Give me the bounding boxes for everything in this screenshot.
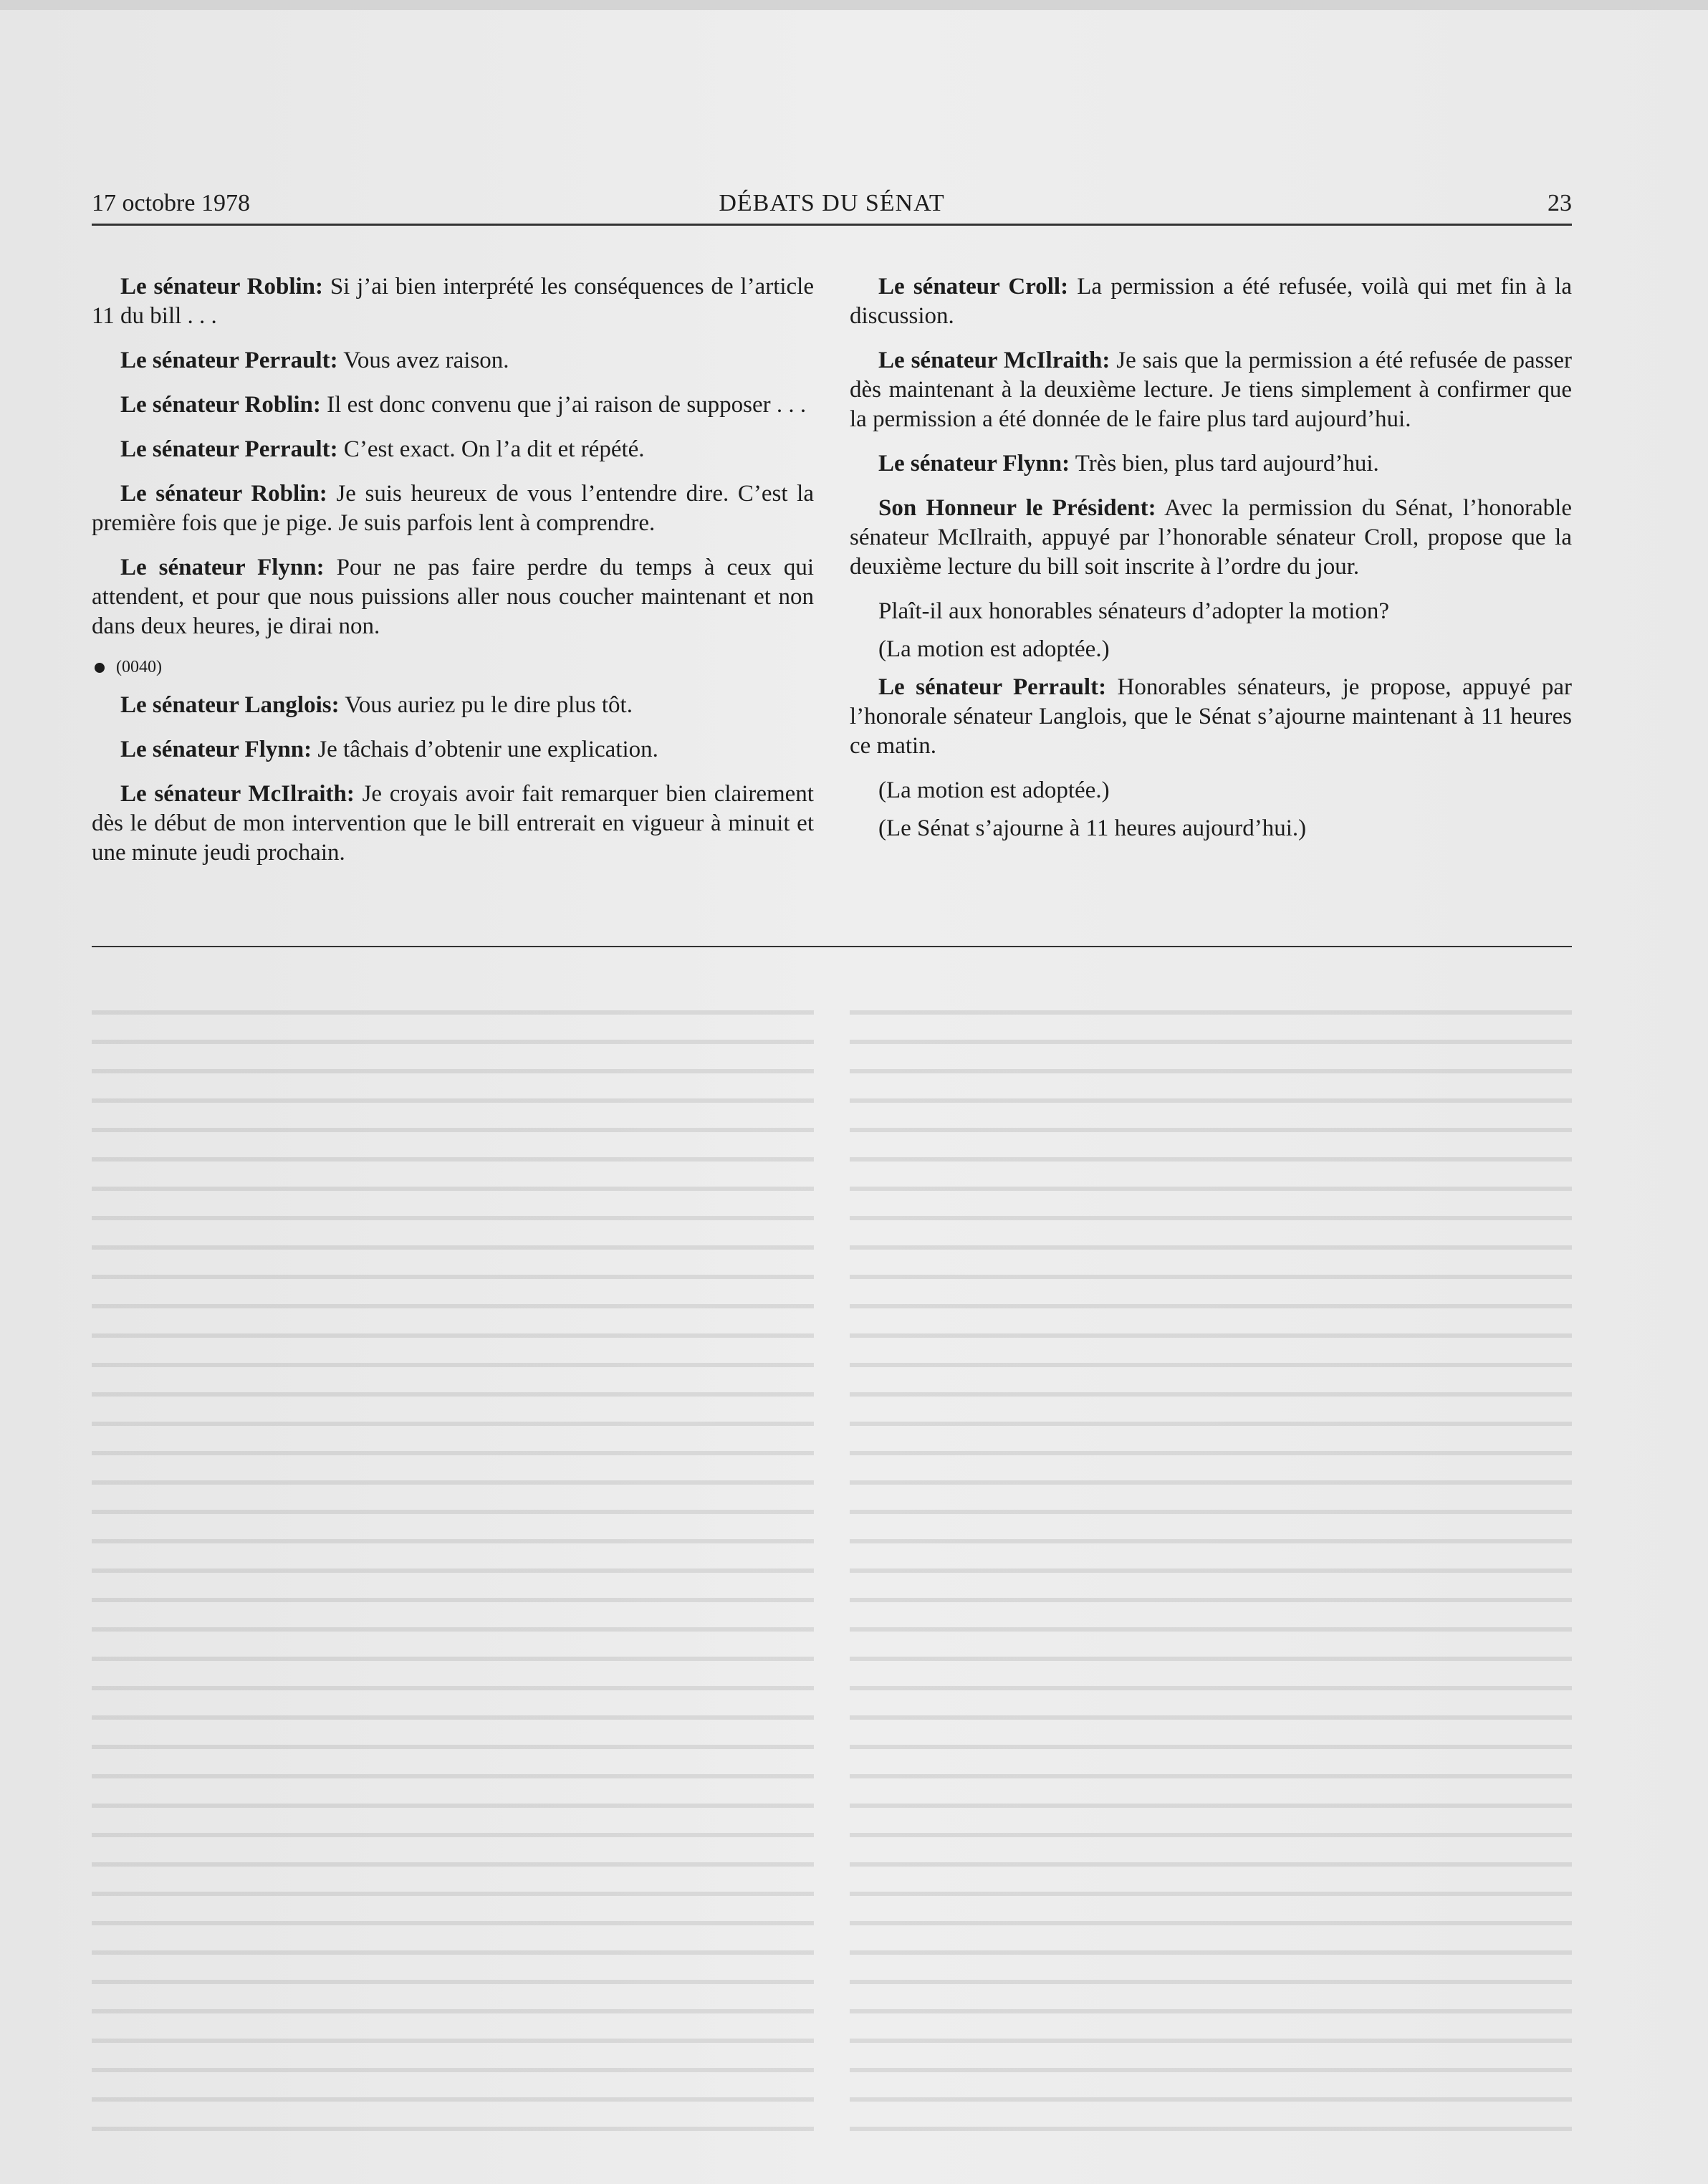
speaker-name: Le sénateur Flynn:	[120, 737, 312, 762]
speaker-name: Le sénateur Roblin:	[120, 274, 324, 300]
speech-paragraph	[850, 346, 1572, 434]
speech-text: La permission a été refusée, voilà qui met fin à la discussion.	[850, 274, 1572, 329]
speaker-name: Le sénateur Croll:	[878, 274, 1069, 300]
speaker-name: Le sénateur Flynn:	[878, 451, 1070, 476]
speech-paragraph	[92, 435, 814, 464]
speech-text: Je croyais avoir fait remarquer bien clairement dès le début de mon intervention que le bill entrerait en vigueur à minuit et une minute jeudi prochain.	[92, 781, 814, 866]
time-marker	[92, 656, 814, 678]
speech-paragraph	[92, 735, 814, 765]
header-title: DÉBATS DU SÉNAT	[719, 190, 945, 216]
speech-text: Il est donc convenu que j’ai raison de supposer . . .	[320, 392, 807, 418]
speech-paragraph	[92, 553, 814, 641]
speech-text: Honorables sénateurs, je propose, appuyé par l’honorale sénateur Langlois, que le Sénat s’ajourne maintenant à 11 heures ce matin.	[850, 674, 1572, 759]
plain-paragraph: Plaît-il aux honorables sénateurs d’adopter la motion?	[878, 598, 1389, 624]
speech-paragraph	[92, 780, 814, 868]
bullet-dot-icon	[95, 663, 105, 673]
header-rule	[92, 224, 1572, 226]
header-date: 17 octobre 1978	[92, 190, 250, 216]
speech-paragraph	[92, 391, 814, 420]
left-column	[92, 272, 814, 883]
speech-paragraph	[850, 449, 1572, 479]
page-top-edge	[0, 0, 1708, 10]
plain-paragraph: (Le Sénat s’ajourne à 11 heures aujourd’hui.)	[878, 815, 1307, 841]
speech-text: Si j’ai bien interprété les conséquences de l’article 11 du bill . . .	[92, 274, 814, 329]
speech-paragraph	[92, 691, 814, 720]
speech-paragraph	[92, 479, 814, 538]
speech-text: Vous auriez pu le dire plus tôt.	[339, 692, 633, 718]
speaker-name: Le sénateur Flynn:	[120, 555, 325, 580]
plain-paragraph: (La motion est adoptée.)	[878, 636, 1110, 662]
speaker-name: Son Honneur le Président:	[878, 495, 1156, 521]
speech-paragraph	[850, 673, 1572, 761]
page-number: 23	[1548, 190, 1572, 216]
running-header	[92, 188, 1572, 219]
speech-text: Je sais que la permission a été refusée de passer dès maintenant à la deuxième lecture. Je tiens simplement à confirmer que la permission a été donnée de le faire plus tard aujourd’hui.	[850, 348, 1573, 432]
time-marker-text: (0040)	[116, 658, 162, 676]
bleed-through-texture	[92, 989, 1572, 2150]
speech-text: C’est exact. On l’a dit et répété.	[337, 436, 645, 462]
plain-paragraph: (La motion est adoptée.)	[878, 777, 1110, 803]
speech-text: Je suis heureux de vous l’entendre dire. C’est la première fois que je pige. Je suis parfois lent à comprendre.	[92, 481, 814, 536]
bleed-through-left	[92, 989, 814, 2150]
speaker-name: Le sénateur Roblin:	[120, 392, 321, 418]
speech-text: Je tâchais d’obtenir une explication.	[312, 737, 658, 762]
bleed-through-right	[850, 989, 1572, 2150]
right-column	[850, 272, 1572, 852]
speaker-name: Le sénateur Perrault:	[878, 674, 1107, 700]
speaker-name: Le sénateur Roblin:	[120, 481, 327, 507]
speech-text: Vous avez raison.	[337, 348, 509, 373]
speech-paragraph	[850, 494, 1572, 582]
section-end-rule	[92, 946, 1572, 947]
speech-paragraph	[92, 346, 814, 375]
speech-text: Avec la permission du Sénat, l’honorable sénateur McIlraith, appuyé par l’honorable sénateur Croll, propose que la deuxième lecture du bill soit inscrite à l’ordre du jour.	[850, 495, 1572, 580]
speech-text: Très bien, plus tard aujourd’hui.	[1070, 451, 1379, 476]
speaker-name: Le sénateur McIlraith:	[878, 348, 1110, 373]
speaker-name: Le sénateur Perrault:	[120, 348, 338, 373]
speaker-name: Le sénateur McIlraith:	[120, 781, 355, 807]
speech-text: Pour ne pas faire perdre du temps à ceux qui attendent, et pour que nous puissions aller nous coucher maintenant et non dans deux heures, je dirai non.	[92, 555, 814, 639]
speaker-name: Le sénateur Perrault:	[120, 436, 338, 462]
speech-paragraph	[92, 272, 814, 331]
speech-paragraph	[850, 272, 1572, 331]
speaker-name: Le sénateur Langlois:	[120, 692, 340, 718]
